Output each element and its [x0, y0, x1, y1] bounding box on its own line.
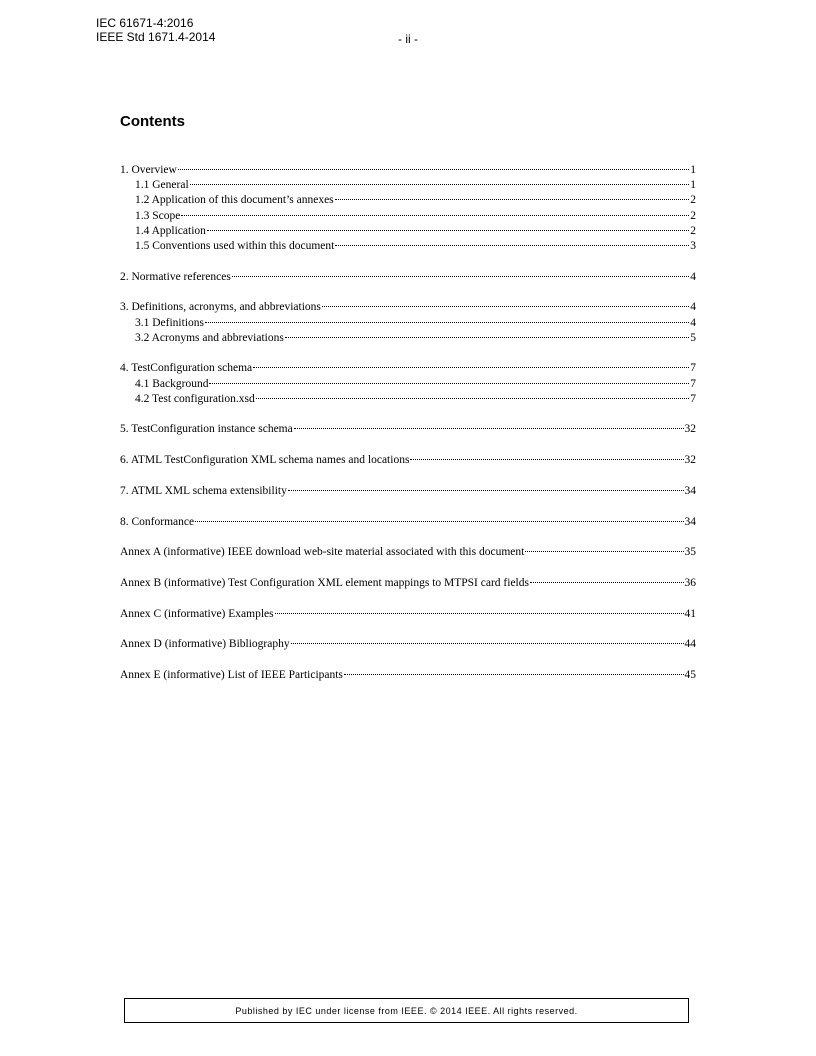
toc-dot-leader [253, 367, 689, 368]
toc-entry-label: 1.5 Conventions used within this document [135, 239, 335, 252]
toc-subentry[interactable] [120, 224, 696, 239]
toc-group-spacer [120, 407, 696, 423]
toc-entry-label: 2. Normative references [120, 270, 231, 283]
toc-group-spacer [120, 591, 696, 607]
header-standard-iec: IEC 61671-4:2016 [96, 16, 194, 30]
toc-subentry[interactable] [120, 239, 696, 254]
toc-entry-label: 3.2 Acronyms and abbreviations [135, 331, 284, 344]
toc-entry-label: Annex E (informative) List of IEEE Participants [120, 668, 343, 681]
toc-subentry[interactable] [120, 193, 696, 208]
toc-entry-label: Annex B (informative) Test Configuration XML element mappings to MTPSI card fields [120, 576, 529, 589]
toc-entry-page: 1 [690, 179, 696, 192]
toc-group-spacer [120, 622, 696, 638]
toc-entry-page: 7 [690, 392, 696, 405]
toc-entry-label: 8. Conformance [120, 515, 195, 528]
toc-entry-label: 7. ATML XML schema extensibility [120, 484, 287, 497]
toc-entry-label: 4. TestConfiguration schema [120, 362, 253, 375]
toc-dot-leader [285, 337, 689, 338]
toc-entry-page: 34 [684, 484, 696, 497]
toc-entry-page: 45 [684, 668, 696, 681]
toc-entry-label: 4.2 Test configuration.xsd [135, 392, 255, 405]
toc-entry[interactable] [120, 270, 696, 285]
toc-dot-leader [410, 459, 683, 460]
toc-entry[interactable] [120, 607, 696, 622]
toc-entry[interactable] [120, 545, 696, 560]
toc-dot-leader [181, 215, 689, 216]
toc-entry-label: 3.1 Definitions [135, 316, 204, 329]
page-number: - ii - [398, 32, 418, 46]
toc-group-spacer [120, 652, 696, 668]
toc-entry-page: 3 [690, 239, 696, 252]
toc-entry[interactable] [120, 361, 696, 376]
page-title: Contents [120, 113, 185, 130]
toc-entry-page: 32 [684, 454, 696, 467]
toc-entry-label: 1.4 Application [135, 224, 206, 237]
toc-entry-page: 41 [684, 607, 696, 620]
toc-dot-leader [335, 245, 689, 246]
toc-subentry[interactable] [120, 209, 696, 224]
toc-dot-leader [294, 428, 684, 429]
toc-dot-leader [291, 643, 684, 644]
toc-group-spacer [120, 499, 696, 515]
toc-group-spacer [120, 530, 696, 546]
toc-group-spacer [120, 285, 696, 301]
toc-entry[interactable] [120, 576, 696, 591]
toc-dot-leader [205, 322, 689, 323]
toc-entry-page: 4 [690, 316, 696, 329]
toc-entry-label: 5. TestConfiguration instance schema [120, 423, 293, 436]
toc-entry-label: 1.2 Application of this document’s annexes [135, 194, 334, 207]
toc-entry-label: 1. Overview [120, 164, 177, 176]
toc-entry[interactable] [120, 300, 696, 315]
toc-subentry[interactable] [120, 331, 696, 346]
toc-entry-page: 7 [690, 362, 696, 375]
copyright-text: Published by IEC under license from IEEE. © 2014 IEEE. All rights reserved. [235, 1005, 578, 1016]
toc-entry-page: 36 [684, 576, 696, 589]
toc-entry-label: Annex D (informative) Bibliography [120, 638, 290, 651]
toc-entry[interactable] [120, 453, 696, 468]
toc-entry-page: 32 [684, 423, 696, 436]
toc-entry-page: 2 [690, 224, 696, 237]
toc-group-spacer [120, 346, 696, 362]
toc-entry-page: 7 [690, 377, 696, 390]
header-standard-ieee: IEEE Std 1671.4-2014 [96, 30, 216, 44]
toc-group-spacer [120, 468, 696, 484]
toc-entry-page: 4 [690, 301, 696, 314]
toc-entry-label: 6. ATML TestConfiguration XML schema names and locations [120, 454, 410, 467]
toc-entry[interactable] [120, 484, 696, 499]
toc-dot-leader [275, 613, 684, 614]
toc-entry[interactable] [120, 422, 696, 437]
toc-entry-page: 35 [684, 546, 696, 559]
toc-subentry[interactable] [120, 316, 696, 331]
toc-dot-leader [209, 383, 689, 384]
toc-entry-page: 1 [690, 164, 696, 176]
toc-entry-page: 4 [690, 270, 696, 283]
toc-dot-leader [207, 230, 689, 231]
toc-entry-page: 2 [690, 209, 696, 222]
toc-entry-label: 1.1 General [135, 179, 189, 192]
toc-entry-page: 34 [684, 515, 696, 528]
toc-entry-label: 3. Definitions, acronyms, and abbreviations [120, 301, 321, 314]
toc-entry-label: Annex A (informative) IEEE download web-site material associated with this document [120, 546, 525, 559]
toc-dot-leader [530, 582, 684, 583]
toc-dot-leader [335, 199, 690, 200]
toc-dot-leader [288, 490, 684, 491]
toc-entry[interactable] [120, 637, 696, 652]
toc-group-spacer [120, 438, 696, 454]
toc-dot-leader [178, 169, 689, 170]
toc-entry-label: 4.1 Background [135, 377, 209, 390]
toc-group-spacer [120, 560, 696, 576]
toc-entry-label: 1.3 Scope [135, 209, 181, 222]
toc-dot-leader [322, 306, 689, 307]
document-header [96, 16, 215, 44]
toc-entry[interactable] [120, 668, 696, 683]
toc-entry-page: 44 [684, 638, 696, 651]
toc-subentry[interactable] [120, 178, 696, 193]
toc-dot-leader [190, 184, 690, 185]
toc-entry-page: 2 [690, 194, 696, 207]
toc-subentry[interactable] [120, 377, 696, 392]
table-of-contents [120, 163, 696, 683]
copyright-footer [124, 998, 689, 1023]
toc-dot-leader [195, 521, 683, 522]
toc-dot-leader [232, 276, 689, 277]
toc-group-spacer [120, 254, 696, 270]
toc-subentry[interactable] [120, 392, 696, 407]
toc-dot-leader [344, 674, 684, 675]
toc-dot-leader [525, 551, 683, 552]
toc-entry[interactable] [120, 163, 696, 178]
toc-entry[interactable] [120, 515, 696, 530]
toc-entry-page: 5 [690, 331, 696, 344]
toc-dot-leader [256, 398, 690, 399]
toc-entry-label: Annex C (informative) Examples [120, 607, 274, 620]
